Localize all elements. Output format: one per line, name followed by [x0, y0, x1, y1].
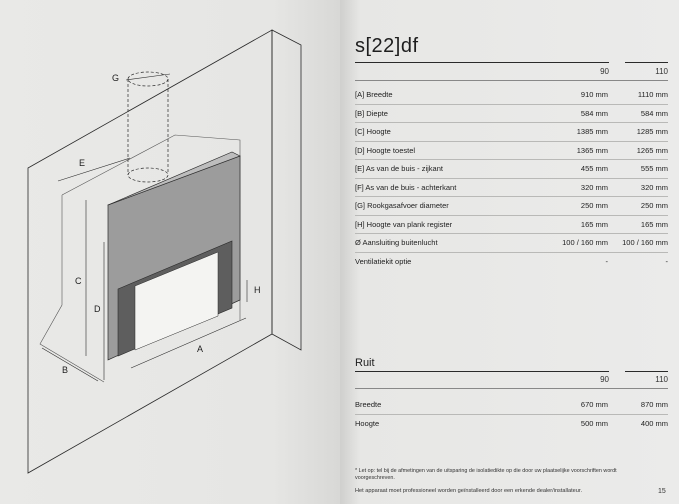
glass-value-110: 870 mm: [640, 400, 668, 409]
label-c: C: [75, 276, 82, 286]
glass-column-110: 110: [655, 375, 668, 384]
spec-value-110: 555 mm: [640, 164, 668, 173]
table-row: [355, 216, 668, 235]
spec-value-90: -: [605, 256, 608, 266]
table-row: [355, 197, 668, 216]
spec-value-110: 100 / 160 mm: [622, 238, 668, 247]
table-row: [355, 396, 668, 415]
spec-label: [B] Diepte: [355, 108, 388, 118]
glass-value-90: 670 mm: [580, 400, 608, 409]
spec-label: [F] As van de buis - achterkant: [355, 182, 457, 192]
label-b: B: [62, 365, 69, 375]
spec-value-90: 455 mm: [580, 164, 608, 173]
label-g: G: [112, 73, 120, 83]
spec-value-90: 1385 mm: [576, 127, 608, 136]
spec-value-110: -: [665, 256, 668, 266]
glass-label: Breedte: [355, 400, 382, 409]
spec-label: [E] As van de buis - zijkant: [355, 164, 443, 173]
table-row: [355, 142, 668, 161]
glass-header-rule-1: [355, 371, 609, 372]
spec-label: [D] Hoogte toestel: [355, 145, 416, 155]
label-d: D: [94, 304, 101, 314]
spec-label: Ø Aansluiting buitenlucht: [355, 238, 438, 247]
table-row: [355, 123, 668, 142]
spec-value-90: 584 mm: [580, 108, 608, 118]
installer-note: Het apparaat moet professioneel worden geïnstalleerd door een erkende dealer/installateur.: [355, 488, 583, 494]
spec-value-110: 1285 mm: [636, 127, 668, 136]
spec-value-90: 250 mm: [580, 201, 608, 210]
glass-column-90: 90: [600, 375, 609, 384]
spec-value-90: 165 mm: [580, 219, 608, 229]
spec-label: [G] Rookgasafvoer diameter: [355, 201, 449, 210]
spec-column-90: 90: [600, 67, 609, 76]
spec-value-110: 250 mm: [640, 201, 668, 210]
spec-value-90: 100 / 160 mm: [562, 238, 608, 247]
spec-value-110: 165 mm: [640, 219, 668, 229]
table-row: [355, 253, 668, 271]
spec-value-90: 910 mm: [580, 90, 608, 99]
glass-value-110: 400 mm: [640, 418, 668, 428]
spec-table: [355, 86, 668, 270]
spec-label: Ventilatiekit optie: [355, 256, 412, 266]
spec-column-110: 110: [655, 67, 668, 76]
table-row: [355, 179, 668, 198]
spec-value-110: 1110 mm: [637, 90, 668, 99]
label-e: E: [79, 158, 86, 168]
table-row: [355, 415, 668, 433]
spec-header-rule-3: [355, 80, 668, 81]
glass-header-rule-2: [625, 371, 668, 372]
back-wall: [272, 30, 301, 350]
dim-b-line: [42, 348, 98, 381]
table-row: [355, 160, 668, 179]
glass-header-rule-3: [355, 388, 668, 389]
spec-value-110: 320 mm: [640, 182, 668, 192]
spec-value-110: 1265 mm: [636, 145, 668, 155]
footnote: * Let op: tel bij de afmetingen van de uitsparing de isolatiedikte op die door uw plaatselijke voorschriften wordt voorgeschreven.: [355, 468, 617, 481]
glass-section-title: Ruit: [355, 357, 375, 369]
glass-value-90: 500 mm: [580, 418, 608, 428]
label-h: H: [254, 285, 261, 295]
product-title: s[22]df: [355, 35, 419, 57]
spec-value-90: 320 mm: [580, 182, 608, 192]
glass-label: Hoogte: [355, 418, 380, 428]
flue-bottom: [128, 168, 168, 182]
spec-header-rule-1: [355, 62, 609, 63]
spec-value-110: 584 mm: [640, 108, 668, 118]
table-row: [355, 86, 668, 105]
spec-label: [C] Hoogte: [355, 127, 391, 136]
spec-label: [H] Hoogte van plank register: [355, 219, 453, 229]
table-row: [355, 234, 668, 253]
page-number: 15: [658, 488, 666, 495]
spec-header-rule-2: [625, 62, 668, 63]
table-row: [355, 105, 668, 124]
recess-outline: [40, 195, 104, 382]
label-a: A: [197, 344, 204, 354]
dim-e-line: [58, 158, 130, 181]
glass-table: [355, 396, 668, 432]
spec-label: [A] Breedte: [355, 90, 393, 99]
spec-value-90: 1365 mm: [576, 145, 608, 155]
